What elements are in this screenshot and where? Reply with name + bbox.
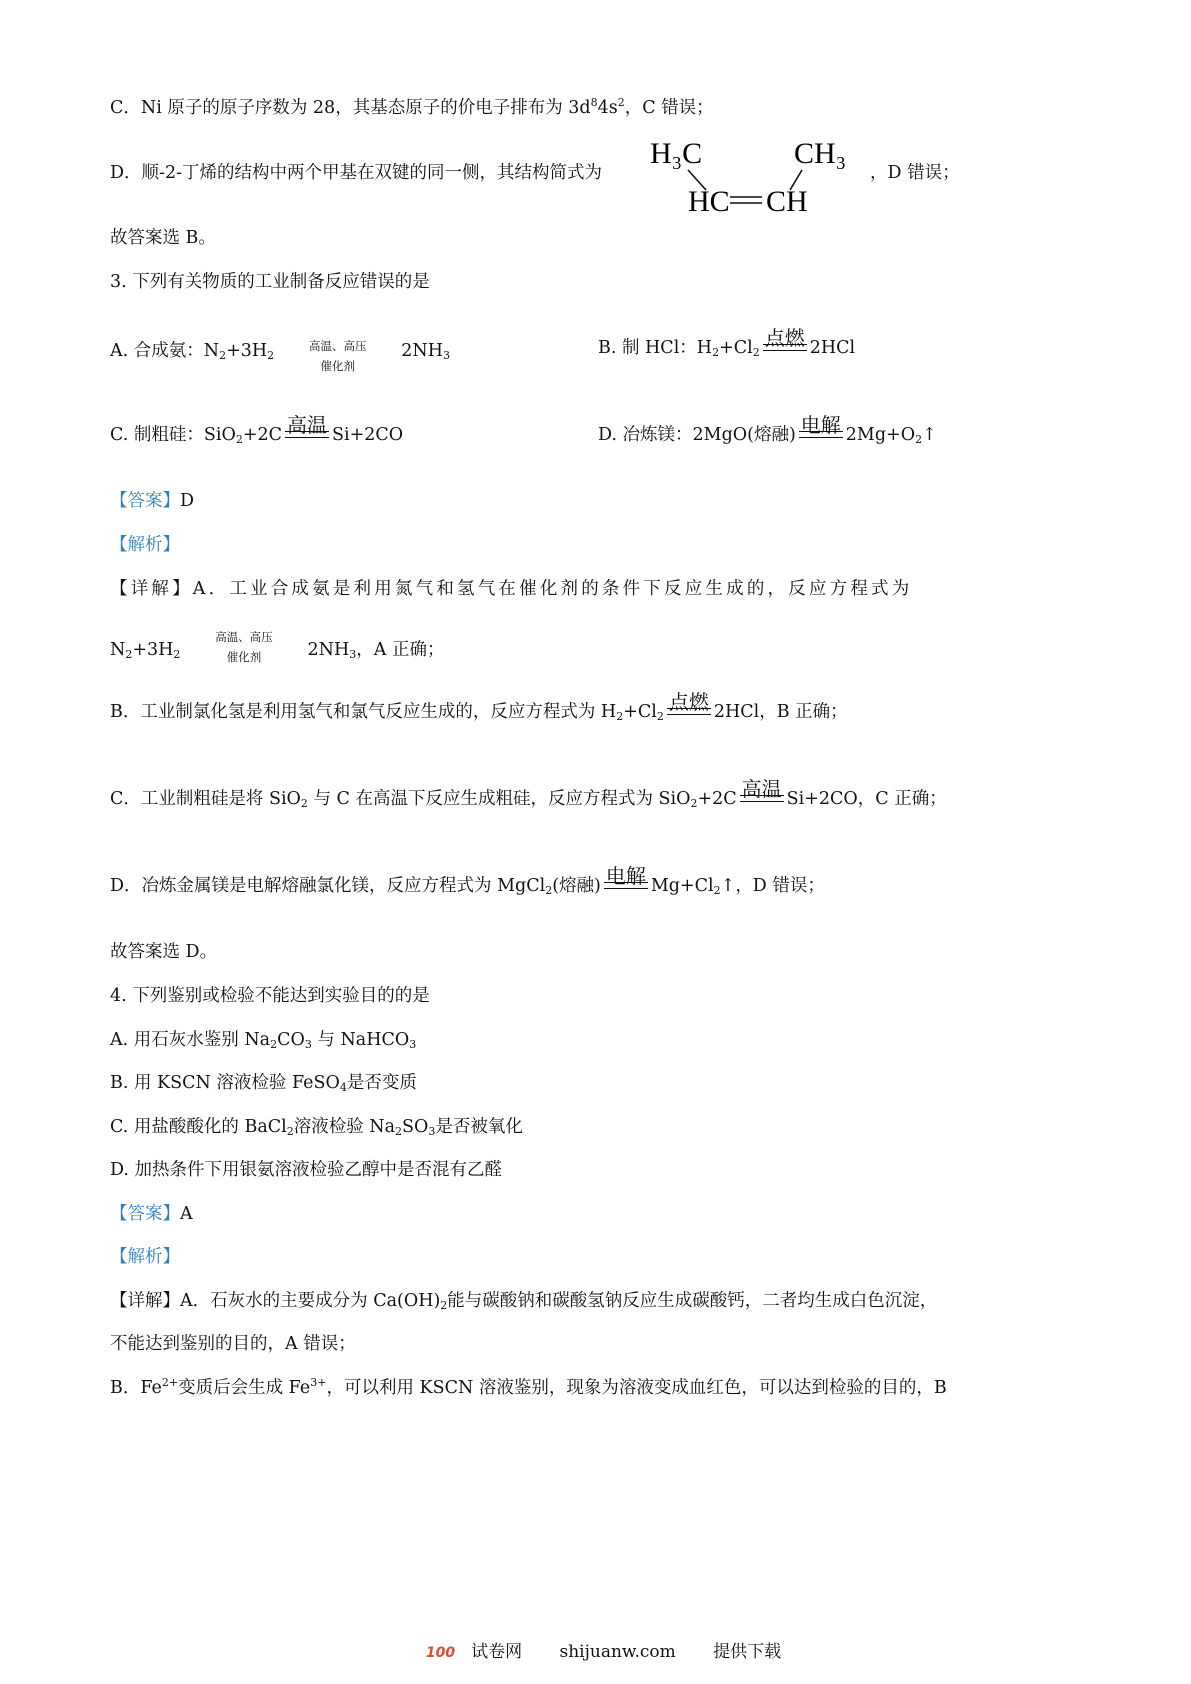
- q3-detail-b: B．工业制氯化氢是利用氢气和氯气反应生成的，反应方程式为 $H_2+Cl_2$ 点燃 2HCl，B 正确；: [110, 690, 848, 723]
- q3-answer: 【答案】D: [110, 491, 195, 511]
- q2-option-d: D．顺-2-丁烯的结构中两个甲基在双键的同一侧，其结构简式为: [110, 163, 602, 183]
- q3-detail-a-line1: 【详解】A．工业合成氨是利用氮气和氢气在催化剂的条件下反应生成的，反应方程式为: [110, 579, 913, 599]
- q4-option-c: C. 用盐酸酸化的 BaCl$_2$溶液检验 $Na_2SO_3$是否被氧化: [110, 1117, 523, 1138]
- q3-detail-c-condition: 高温: [741, 777, 782, 801]
- q4-option-a: A. 用石灰水鉴别 $Na_2CO_3$ 与 NaHCO$_3$: [110, 1030, 417, 1051]
- q3-detail-a-condition: 高温、高压 催化剂: [215, 630, 273, 664]
- q3-detail-d: D．冶炼金属镁是电解熔融氯化镁，反应方程式为 MgCl$_2$(熔融) 电解 $Mg+Cl_2↑$，D 错误；: [110, 864, 825, 897]
- q4-detail-a-line1: 【详解】A．石灰水的主要成分为 $Ca(OH)_2$能与碳酸钠和碳酸氢钠反应生成碳酸钙，二者均生成白色沉淀，: [110, 1291, 938, 1312]
- q3-detail-d-condition: 电解: [605, 864, 646, 888]
- q3-c-condition: 高温: [287, 413, 328, 437]
- q3-option-c: C. 制粗硅：SiO$_2$+2C 高温 Si+2CO: [110, 413, 404, 446]
- q2-option-d-tail: ，D 错误；: [870, 163, 960, 183]
- q3-analysis-tag: 【解析】: [110, 535, 180, 555]
- q3-option-d: D. 冶炼镁：2MgO(熔融) 电解 $2Mg+O_2↑$: [598, 413, 937, 446]
- q3-a-condition: 高温、高压 催化剂: [308, 339, 367, 373]
- q4-answer: 【答案】A: [110, 1204, 193, 1224]
- q4-option-d: D. 加热条件下用银氨溶液检验乙醇中是否混有乙醛: [110, 1160, 503, 1180]
- struct-ch3: CH₃: [794, 137, 847, 170]
- q3-option-a: A. 合成氨：$N_2+3H_2$ 高温、高压 催化剂 $2NH_3$: [110, 336, 450, 376]
- q3-stem: 3. 下列有关物质的工业制备反应错误的是: [110, 272, 430, 292]
- q3-detail-b-condition: 点燃: [668, 690, 709, 714]
- q3-detail-a-line2: $N_2+3H_2$ 高温、高压 催化剂 $2NH_3$，A 正确；: [110, 627, 444, 667]
- q3-b-condition: 点燃: [764, 326, 805, 350]
- footer-url[interactable]: shijuanw.com: [559, 1642, 676, 1662]
- q4-analysis-tag: 【解析】: [110, 1247, 180, 1267]
- footer-logo: 100: [425, 1645, 456, 1661]
- cis-2-butene-structure: [644, 132, 864, 216]
- footer-download[interactable]: 提供下载: [713, 1642, 782, 1662]
- struct-ch: CH: [766, 185, 808, 216]
- struct-hc: HC: [688, 185, 730, 216]
- q2-option-c: C．Ni 原子的原子序数为 28，其基态原子的价电子排布为 $3d^84s^2$，C 错误；: [110, 96, 714, 118]
- struct-h3c: H₃C: [650, 137, 703, 170]
- q3-option-b: B. 制 HCl：$H_2+Cl_2$ 点燃 2HCl: [598, 326, 856, 359]
- q4-option-b: B. 用 KSCN 溶液检验 FeSO$_4$是否变质: [110, 1073, 417, 1094]
- q3-detail-c: C．工业制粗硅是将 SiO$_2$ 与 C 在高温下反应生成粗硅，反应方程式为 SiO$_2$+2C 高温 Si+2CO，C 正确；: [110, 777, 947, 810]
- q3-conclusion: 故答案选 D。: [110, 942, 218, 962]
- footer-brand[interactable]: 100 试卷网: [425, 1642, 523, 1662]
- q4-stem: 4. 下列鉴别或检验不能达到实验目的的是: [110, 986, 430, 1006]
- page-footer: [0, 1637, 1191, 1662]
- q3-d-condition: 电解: [800, 413, 841, 437]
- q4-detail-b: B．$Fe^{2+}$变质后会生成 $Fe^{3+}$，可以利用 KSCN 溶液鉴别，现象为溶液变成血红色，可以达到检验的目的，B: [110, 1376, 947, 1398]
- q4-detail-a-line2: 不能达到鉴别的目的，A 错误；: [110, 1334, 356, 1354]
- q2-conclusion: 故答案选 B。: [110, 228, 216, 248]
